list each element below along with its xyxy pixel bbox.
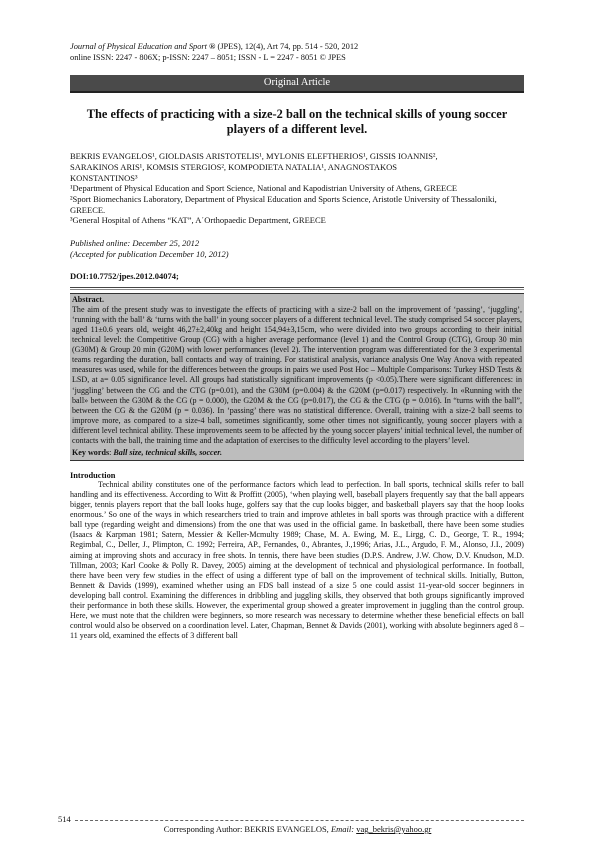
accepted-date: (Accepted for publication December 10, 2012): [70, 248, 229, 259]
section-heading-introduction: Introduction: [70, 470, 116, 480]
journal-citation-line: [70, 42, 524, 53]
abstract-heading: Abstract.: [72, 295, 104, 305]
author-line: KONSTANTINOS³: [70, 172, 138, 183]
affiliation: ³General Hospital of Athens “KAT”, A΄Orthopaedic Department, GREECE: [70, 215, 326, 226]
author-list: [70, 151, 524, 183]
email-link[interactable]: vag_bekris@yahoo.gr: [356, 824, 432, 834]
affiliation: ¹Department of Physical Education and Sport Science, National and Kapodistrian University of Athens, GREECE: [70, 183, 458, 194]
divider: [70, 287, 524, 290]
article-type-banner: Original Article: [70, 75, 524, 93]
introduction-text: Technical ability constitutes one of the performance factors which lead to perfection. In ball sports, technical skills refer to ball handling and its effectiveness. According to Witt & Proffitt (2005), ‘when playing well, baseball players frequently say that the ball appears bigger, tennis players report that the ball looks huge, golfers say that the cup looks bigger, and basketball players say that the hoop looks enormous.’ So one of the ways in which researchers tried to train and improve athletes in ball sports was through practice with a different ball type (regarding weight and dimensions) from the one that was used in the official game. In basketball, there have been some studies (Isaacs & Karpman 1981; Satern, Messier & Keller-Mcmulty 1989; Chase, M. A. Ewing, M. E., Lirgg, C. D., George, T. R., 1994; Regimbal, C., Deller, J., Plimpton, C. 1992; Ferreira, AP., Fernandes, 0., Abrantes, J.,1996; Arias, J.L., Argudo, F. M., Alonso, J.I., 2009) aiming at improving shots and accuracy in free shots. In tennis, there have been studies (D.P.S. Andrew, J.W. Chow, D.V. Knudson, M.D. Tillman, 2003; Karl Cooke & Polly R. Davey, 2005) aiming at the development of technical and physiological performance. In football, there have been very few studies in the effect of using a different type of ball on the improvement of technical skills. Initially, Button, Bennett & Davids (1999), examined whether using an FDS ball instead of a size 5 one could assist 11-year-old soccer beginners in developing ball control. Examining the differences in dribbling and juggling skills, they observed that both groups significantly improved their performance in both these skills. However, the experimental group showed a greater improvement in juggling than the control group. Here, we must note that the children were beginners, so more research was necessary to determine whether these beneficial effects on ball control would also be observed on a coordination level. Later, Chapman, Bennet & Davids (2001), working with absolute beginners aged 8 – 11 years old, examined the effects of 3 different ball: [70, 479, 524, 641]
doi-link[interactable]: DOI:10.7752/jpes.2012.04074;: [70, 271, 179, 282]
keywords-label: Key words: [72, 447, 110, 457]
author-line: BEKRIS EVANGELOS¹, GIOLDASIS ARISTOTELIS¹, MYLONIS ELEFTHERIOS¹, GISSIS IOANNIS²,: [70, 151, 438, 162]
keywords-value: Ball size, technical skills, soccer.: [113, 447, 222, 457]
journal-issn: online ISSN: 2247 - 806X; p-ISSN: 2247 – 8051; ISSN - L = 2247 - 8051 © JPES: [70, 52, 346, 62]
affiliation: ²Sport Biomechanics Laboratory, Department of Physical Education and Sports Science, Aristotle University of Thessaloniki, GREECE.: [70, 194, 497, 215]
email-label: Email:: [330, 824, 355, 834]
abstract-box: [70, 293, 524, 448]
footer-divider: [75, 820, 524, 821]
author-line: SARAKINOS ARIS¹, KOMSIS STERGIOS², KOMPODIETA NATALIA¹, ANAGNOSTAKOS: [70, 161, 397, 172]
article-title: The effects of practicing with a size-2 ball on the technical skills of young soccer players of a different level.: [86, 107, 508, 137]
journal-name: Journal of Physical Education and Sport: [70, 42, 208, 51]
article-page: [70, 42, 524, 641]
journal-header: [70, 42, 524, 63]
journal-citation: (JPES), 12(4), Art 74, pp. 514 - 520, 2012: [215, 42, 359, 51]
publication-dates: [70, 238, 524, 259]
registered-mark: ®: [209, 42, 216, 51]
published-date: Published online: December 25, 2012: [70, 238, 200, 249]
corresponding-author: [0, 824, 595, 834]
page-number: 514: [58, 814, 71, 824]
corresponding-author-label: Corresponding Author: BEKRIS EVANGELOS,: [163, 824, 331, 834]
keywords: Key words: Ball size, technical skills, soccer.: [70, 448, 524, 461]
abstract-text: The aim of the present study was to investigate the effects of practicing with a size-2 ball on the improvement of ‘passing’, ‘juggling’, ‘running with the ball’ & ‘turns with the ball’ in young soccer players of a different technical level. The study comprised 54 soccer players, aged 11±0.6 years old, weight 46,27±2,40kg and height 154,94±3,15cm, who were divided into two groups according to their initial technical level: the Competitive Group (CG) with a higher average performance (level 1) and the Control Group (CTG), Group 30 min (G30M) & Group 20 min (G20M) with lower performances (level 2). The intervention program was differentiated for the 3 experimental teams regarding the duration, ball contacts and way of training. For statistical analysis, variance analysis One Way Anova with repeated measures was used, while for the differences between the groups in pairs we used Post Hoc – Multiple Comparisons: Turkey HSD Tests & LSD, at a= 0.05 significance level. All groups had statistically significant improvements (p <0.05).There were significant differences: in ‘juggling’ between the CG and the CTG (p=0.01), and the G30M (p=0.004) & the G20M (p=0.017) respectively. In «Running with the ball» between the G30M & the CG (p = 0.000), the G20M & the CG (p=0.017), the CG & the CTG (p = 0.016). In “turns with the ball”, between the CG & the G20M (p = 0.036). In ‘passing’ there was no statistical difference. Overall, training with a size-2 ball seems to improve more, as compared to a size-4 ball, sometimes significantly, some other times not significantly, young soccer players with a different level technical ability. These improvements seem to be affected by the young soccer players’ initial technical level, the number of contacts with the ball, the training time and the adaptation of exercises to the difficulty level according to the players’ level.: [72, 305, 522, 445]
